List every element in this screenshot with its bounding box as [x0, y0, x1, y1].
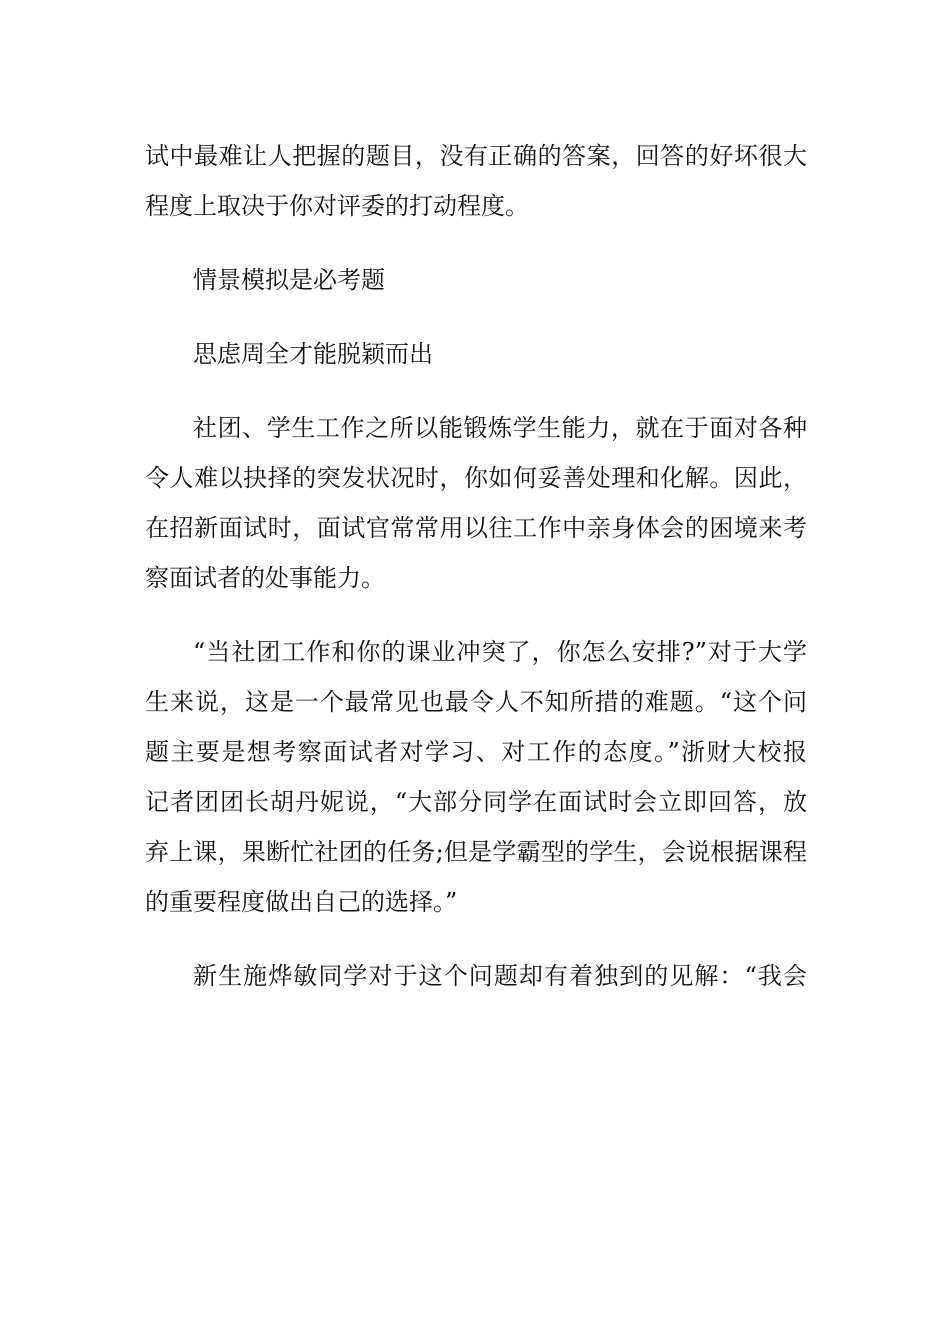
text-line: 生来说，这是一个最常见也最令人不知所措的难题。“这个问: [145, 688, 807, 716]
text-line: 题主要是想考察面试者对学习、对工作的态度。”浙财大校报: [145, 738, 807, 766]
paragraph-conflict-question: [145, 627, 807, 927]
text-line: 思虑周全才能脱颖而出: [193, 340, 433, 368]
paragraph-club-work: [145, 403, 807, 603]
text-line: “当社团工作和你的课业冲突了，你怎么安排?”对于大学: [193, 638, 807, 666]
text-line: 令人难以抉择的突发状况时，你如何妥善处理和化解。因此，: [145, 464, 807, 492]
body-text: [145, 131, 807, 1025]
paragraph-freshman-view: [145, 951, 807, 1001]
text-line: 的重要程度做出自己的选择。”: [145, 888, 458, 916]
text-line: 程度上取决于你对评委的打动程度。: [145, 192, 529, 220]
text-line: 弃上课，果断忙社团的任务;但是学霸型的学生，会说根据课程: [145, 838, 807, 866]
section-heading-2: [145, 329, 807, 379]
text-line: 察面试者的处事能力。: [145, 564, 385, 592]
text-line: 新生施烨敏同学对于这个问题却有着独到的见解：“我会: [193, 962, 807, 990]
section-heading-1: [145, 255, 807, 305]
text-line: 试中最难让人把握的题目，没有正确的答案，回答的好坏很大: [145, 142, 807, 170]
text-line: 社团、学生工作之所以能锻炼学生能力，就在于面对各种: [193, 414, 807, 442]
paragraph-continuation: [145, 131, 807, 231]
text-line: 在招新面试时，面试官常常用以往工作中亲身体会的困境来考: [145, 514, 807, 542]
text-line: 记者团团长胡丹妮说，“大部分同学在面试时会立即回答，放: [145, 788, 807, 816]
text-line: 情景模拟是必考题: [193, 266, 385, 294]
